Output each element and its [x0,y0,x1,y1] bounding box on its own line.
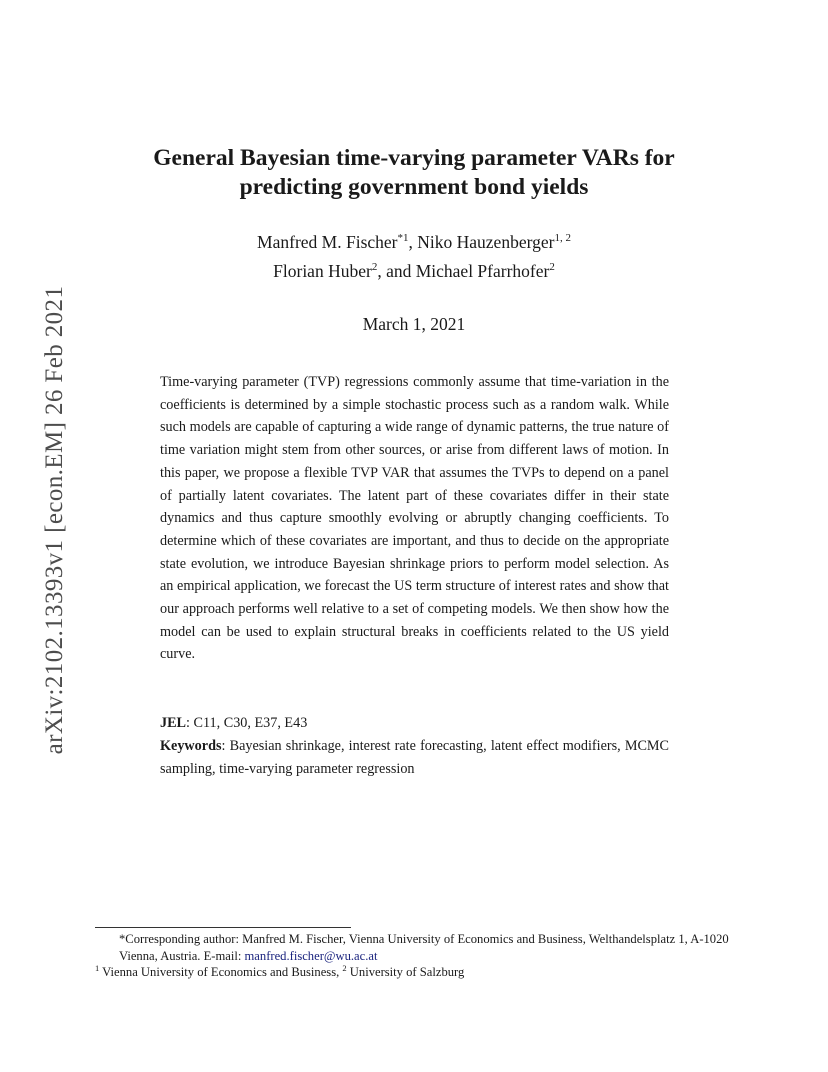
jel-value: : C11, C30, E37, E43 [186,715,308,731]
author-name: Michael Pfarrhofer [415,261,550,281]
author-affiliation-mark: *1 [397,232,409,244]
author-name: Manfred M. Fischer [257,232,398,252]
author-affiliation-mark: 1, 2 [554,232,571,244]
affiliation-mark: 2 [342,963,347,973]
email-link[interactable]: manfred.fischer@wu.ac.at [244,948,378,963]
jel-label: JEL [160,715,187,731]
footnote-corresponding-text: *Corresponding author: Manfred M. Fischer, Vienna University of Economics and Business, Welthandelsplatz 1, A-1020 Vienna, Austria. E-mail: [119,932,729,963]
paper-date: March 1, 2021 [362,314,466,334]
footnotes [95,931,735,981]
keywords-value: : Bayesian shrinkage, interest rate forecasting, latent effect modifiers, MCMC sampling, time-varying parameter regression [160,738,669,777]
author-affiliation-mark: 2 [371,261,378,273]
title-line-2: predicting government bond yields [239,174,589,200]
affiliation-2: University of Salzburg [346,965,465,979]
title-line-1: General Bayesian time-varying parameter VARs for [153,145,675,171]
author-affiliation-mark: 2 [549,261,555,273]
author-name: Niko Hauzenberger [417,232,555,252]
affiliation-1: Vienna University of Economics and Business, [99,965,343,979]
paper-title [0,144,828,202]
keywords [160,735,669,780]
author-list [0,228,828,286]
author-separator: , and [377,261,416,281]
affiliation-mark: 1 [95,963,100,973]
author-name: Florian Huber [273,261,372,281]
author-line-1 [0,228,828,257]
arxiv-identifier: arXiv:2102.13393v1 [econ.EM] 26 Feb 2021 [41,285,68,755]
footnote-divider [95,927,351,928]
abstract: Time-varying parameter (TVP) regressions commonly assume that time-variation in the coefficients is determined by a simple stochastic process such as a random walk. While such models are capable of capturing a wide range of dynamic patterns, the true nature of time variation might stem from other sources, or arise from different laws of motion. In this paper, we propose a flexible TVP VAR that assumes the TVPs to depend on a panel of partially latent covariates. The latent part of these covariates differ in their state dynamics and thus capture smoothly evolving or abruptly changing coefficients. To determine which of these covariates are important, and thus to decide on the appropriate state evolution, we introduce Bayesian shrinkage priors to perform model selection. As an empirical application, we forecast the US term structure of interest rates and show that our approach performs well relative to a set of competing models. We then show how the model can be used to explain structural breaks in coefficients related to the US yield curve. [160,374,669,663]
keywords-label: Keywords [160,738,222,754]
footnote-corresponding-author [95,931,735,964]
footnote-affiliations [95,964,735,981]
author-line-2 [0,257,828,286]
jel-codes [160,712,669,735]
author-separator: , [408,232,418,252]
